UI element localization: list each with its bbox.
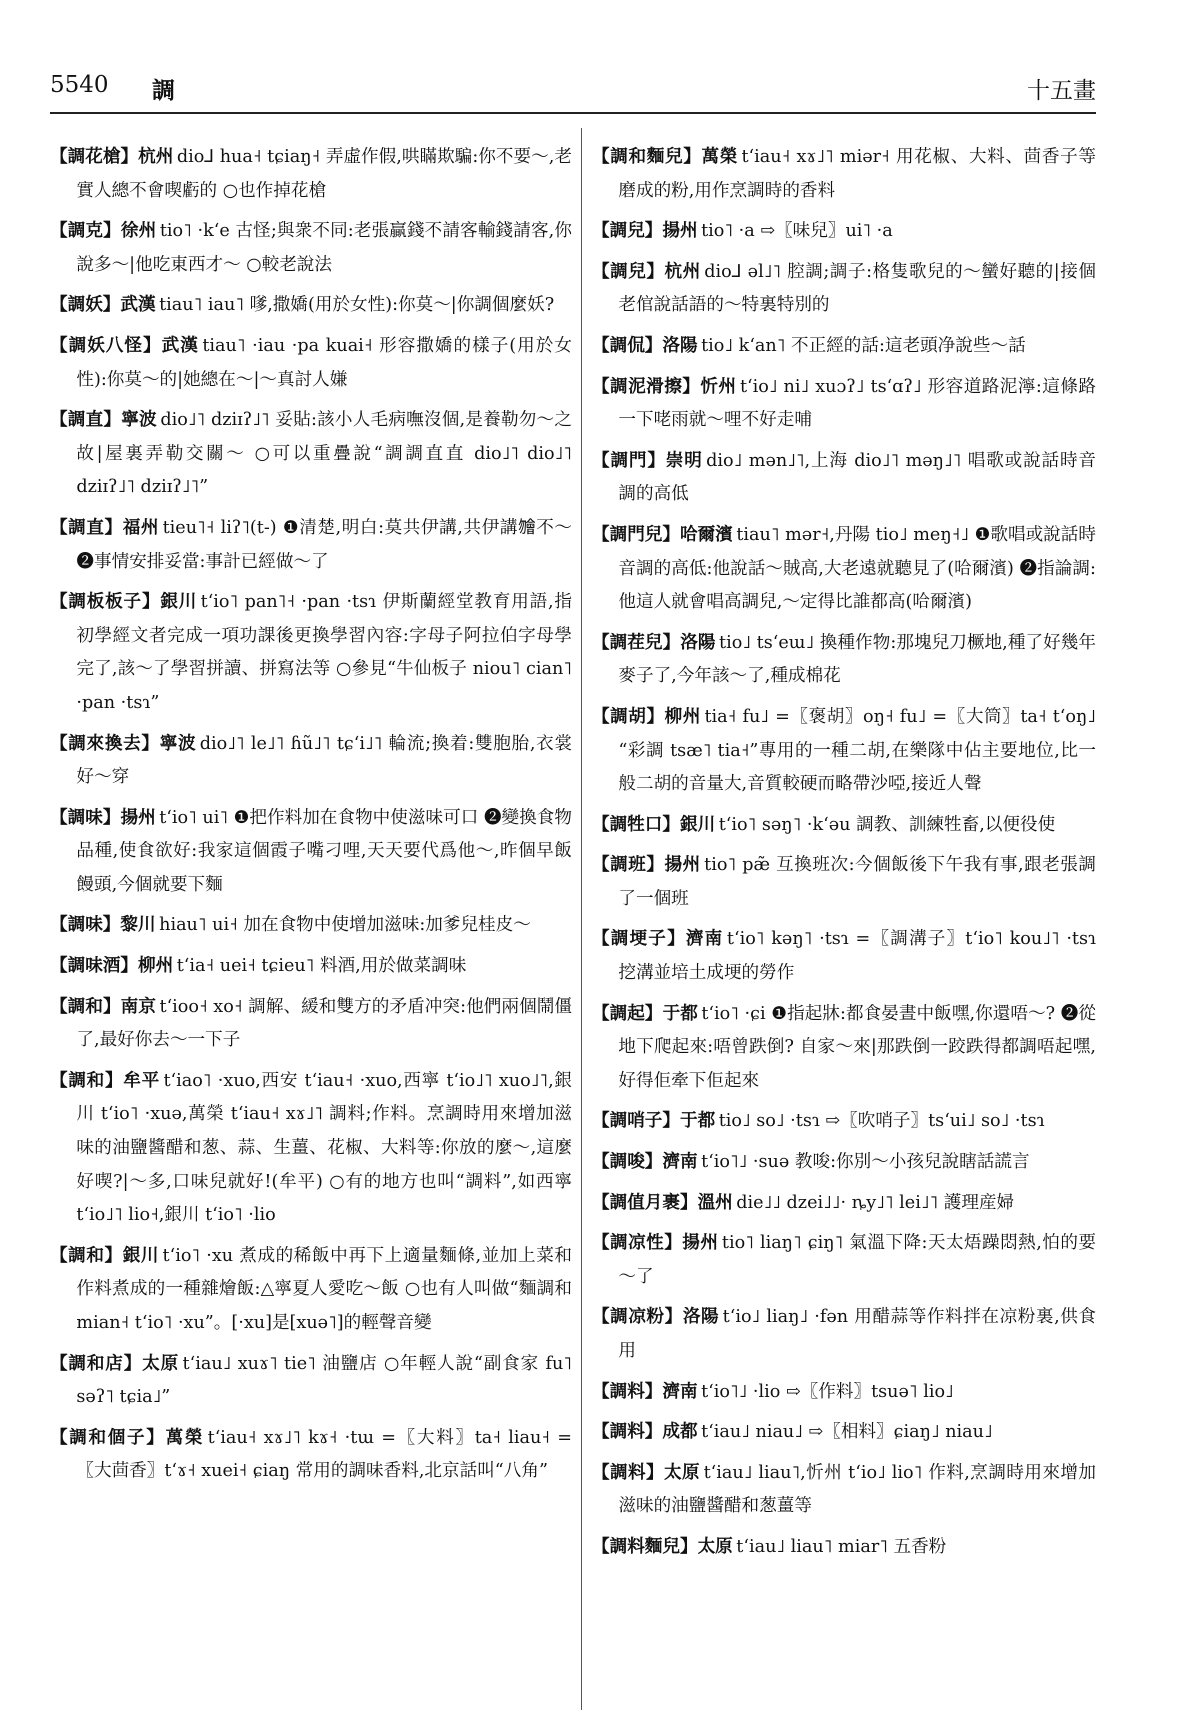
entry-place: 銀川 <box>122 1244 160 1266</box>
entry-place: 崇明 <box>665 449 703 471</box>
dictionary-entry <box>50 1239 572 1341</box>
entry-definition: dio˩ mən˩˥,上海 dio˩˥ məŋ˩˥ 唱歌或說話時音調的高低 <box>618 450 1096 505</box>
entry-definition: tiau˥ ·iau ·pa kuai˧ 形容撒嬌的樣子(用於女性):你莫～的|她總在～|～真討人嫌 <box>76 335 572 390</box>
entry-definition: tiau˥ mər˧,丹陽 tio˩ meŋ˧˩ ❶歌唱或說話時音調的高低:他說話～賊高,大老遠就聽見了(哈爾濱) ❷指論調:他這人就會唱高調兒,～定得比誰都高(哈爾濱) <box>618 524 1096 613</box>
page-number: 5540 <box>50 72 109 98</box>
entry-headword: 【調和店】 <box>50 1352 143 1374</box>
entry-headword: 【調哨子】 <box>592 1110 680 1132</box>
header-rule <box>50 112 1096 114</box>
dictionary-entry <box>50 585 572 720</box>
dictionary-entry <box>592 808 1096 843</box>
entry-place: 柳州 <box>664 705 701 727</box>
dictionary-entry <box>50 1421 572 1489</box>
entry-definition: tio˥ pæ̃ 互換班次:今個飯後下午我有事,跟老張調了一個班 <box>618 855 1096 909</box>
entry-place: 溫州 <box>697 1191 733 1213</box>
entry-headword: 【調料麵兒】 <box>592 1535 698 1557</box>
dictionary-entry <box>50 329 572 397</box>
entry-headword: 【調凉性】 <box>592 1232 683 1254</box>
dictionary-entry <box>50 214 572 282</box>
entry-place: 杭州 <box>138 146 174 167</box>
entry-definition: tio˩ tsʻeɯ˩ 換種作物:那塊兒刀橛地,種了好幾年麥子了,今年該～了,種成棉花 <box>618 632 1096 687</box>
entry-place: 濟南 <box>662 1380 698 1402</box>
entry-place: 洛陽 <box>682 1306 720 1328</box>
entry-definition: tʻioo˧ xo˧ 調解、緩和雙方的矛盾冲突:他們兩個鬧僵了,最好你去～一下子 <box>76 996 572 1051</box>
entry-headword: 【調妖八怪】 <box>50 334 162 356</box>
entry-place: 牟平 <box>123 1069 160 1091</box>
entry-place: 武漢 <box>161 334 199 356</box>
entry-place: 于都 <box>662 1002 698 1024</box>
dictionary-entry <box>592 1104 1096 1139</box>
entry-place: 揚州 <box>682 1232 719 1254</box>
entry-definition: tʻiao˥ ·xuo,西安 tʻiau˧ ·xuo,西寧 tʻio˩˥ xuo˩˥,銀川 tʻio˥ ·xuə,萬榮 tʻiau˧ xɤ˩˥ 調料;作料。烹調時用來增加滋味的油鹽醬醋和葱、蒜、生薑、花椒、大料等:你放的麼～,這麼好喫?|～多,口味兒就好!(牟平) ○有的地方也叫“調料”,如西寧 tʻio˩˥ lio˧,銀川 tʻio˥ ·lio <box>76 1070 572 1226</box>
dictionary-entry <box>592 1226 1096 1294</box>
dictionary-entry <box>50 1347 572 1415</box>
entry-place: 黎川 <box>120 914 156 936</box>
entry-headword: 【調克】 <box>50 220 121 242</box>
entry-definition: tʻiau˩ liau˥,忻州 tʻio˩ lio˥ 作料,烹調時用來增加滋味的油鹽醬醋和葱薑等 <box>618 1462 1096 1517</box>
entry-place: 于都 <box>679 1110 716 1132</box>
entry-definition: tio˥ ·kʻe 古怪;與衆不同:老張贏錢不請客輸錢請客,你說多～|他吃東西才～ ○較老說法 <box>76 221 572 275</box>
entry-place: 太原 <box>142 1352 180 1374</box>
entry-headword: 【調胡】 <box>592 705 665 727</box>
entry-headword: 【調起】 <box>592 1002 663 1024</box>
dictionary-entry <box>592 1456 1096 1524</box>
entry-place: 成都 <box>662 1421 698 1443</box>
dictionary-entry <box>592 626 1096 694</box>
entry-definition: die˩˩ dzei˩˩· ȵy˩˥ lei˩˥ 護理産婦 <box>736 1192 1015 1213</box>
dictionary-entry <box>592 700 1096 802</box>
entry-headword: 【調和麵兒】 <box>592 146 702 167</box>
dictionary-entry <box>592 140 1096 208</box>
entry-place: 忻州 <box>700 375 737 397</box>
entry-headword: 【調花槍】 <box>50 146 139 167</box>
entry-definition: tʻio˥ ·ɕi ❶指起牀:都食晏晝中飯嘿,你還唔～? ❷從地下爬起來:唔曾跌倒? 自家～來|那跌倒一跤跌得都調唔起嘿,好得佢牽下佢起來 <box>618 1003 1096 1091</box>
entry-headword: 【調門兒】 <box>592 523 680 545</box>
dictionary-entry <box>592 444 1096 512</box>
entry-headword: 【調門】 <box>592 449 666 471</box>
right-column <box>592 140 1096 1710</box>
left-column <box>50 140 572 1710</box>
entry-headword: 【調兒】 <box>592 260 665 282</box>
dictionary-entry <box>50 511 572 579</box>
entry-headword: 【調埂子】 <box>592 928 686 950</box>
dictionary-entry <box>592 1145 1096 1180</box>
entry-place: 銀川 <box>679 813 716 835</box>
entry-definition: tʻio˥ səŋ˥ ·kʻəu 調教、訓練牲畜,以便役使 <box>718 814 1056 835</box>
entry-definition: tʻio˥ ui˥ ❶把作料加在食物中使滋味可口 ❷變換食物品種,使食欲好:我家這個霞子嘴刁哩,天天要代爲他～,昨個早飯饅頭,今個就要下麵 <box>76 807 572 895</box>
entry-headword: 【調味】 <box>50 914 121 936</box>
entry-definition: dio˩˥ dziɪʔ˩˥ 妥貼:該小人毛病嘸沒個,是養勒勿～之故|屋裏弄勒交關～ ○可以重疊說“調調直直 dio˩˥ dio˩˥ dziɪʔ˩˥ dziɪʔ˩˥” <box>76 410 572 498</box>
dictionary-entry <box>592 1186 1096 1221</box>
entry-definition: tio˩ kʻan˥ 不正經的話:這老頭净說些～話 <box>701 335 1026 356</box>
entry-headword: 【調泥滑擦】 <box>592 375 701 397</box>
dictionary-entry <box>50 908 572 943</box>
entry-headword: 【調凉粉】 <box>592 1306 683 1328</box>
entry-place: 太原 <box>697 1535 733 1557</box>
entry-place: 濟南 <box>662 1151 698 1173</box>
dictionary-entry <box>592 518 1096 620</box>
column-divider <box>581 128 582 1710</box>
entry-place: 南京 <box>120 995 156 1017</box>
entry-place: 洛陽 <box>680 631 716 653</box>
entry-headword: 【調和】 <box>50 1244 123 1266</box>
entry-headword: 【調牲口】 <box>592 813 680 835</box>
entry-place: 揚州 <box>664 854 701 876</box>
entry-definition: tʻio˥ ·xu 煮成的稀飯中再下上適量麵條,並加上菜和作料煮成的一種雜燴飯:△寧夏人愛吃～飯 ○也有人叫做“麵調和 mian˧ tʻio˥ ·xu”。[·xu]是[xuə˥]的輕聲音變 <box>76 1245 572 1333</box>
dictionary-entry <box>592 848 1096 916</box>
entry-definition: tia˧ fu˩ =〖褒胡〗oŋ˧ fu˩ =〖大筒〗ta˧ tʻoŋ˩ “彩調 tsæ˥ tia˧”專用的一種二胡,在樂隊中佔主要地位,比一般二胡的音量大,音質較硬而略帶沙啞,接近人聲 <box>618 706 1096 795</box>
section-label: 十五畫 <box>1027 78 1096 104</box>
entry-definition: tʻia˧ uei˧ tɕieu˥ 料酒,用於做菜調味 <box>176 956 467 977</box>
entry-place: 哈爾濱 <box>680 523 733 545</box>
dictionary-entry <box>50 403 572 505</box>
dictionary-entry <box>592 1530 1096 1565</box>
dictionary-entry <box>50 288 572 323</box>
dictionary-entry <box>592 329 1096 364</box>
dictionary-entry <box>50 727 572 795</box>
entry-headword: 【調直】 <box>50 409 122 431</box>
entry-place: 洛陽 <box>662 334 698 356</box>
entry-place: 柳州 <box>137 955 174 977</box>
entry-place: 揚州 <box>662 220 698 242</box>
entry-definition: tiau˥ iau˥ 嗲,撒嬌(用於女性):你莫～|你調個麼妖? <box>159 295 555 316</box>
entry-headword: 【調味】 <box>50 806 121 828</box>
entry-headword: 【調和】 <box>50 995 121 1017</box>
entry-place: 寧波 <box>159 732 197 754</box>
entry-place: 揚州 <box>120 806 156 828</box>
entry-place: 武漢 <box>120 294 156 316</box>
dictionary-entry <box>592 370 1096 438</box>
entry-headword: 【調料】 <box>592 1461 665 1483</box>
entry-definition: dio⅃ hua˧ tɕiaŋ˧ 弄虛作假,哄瞞欺騙:你不要～,老實人總不會喫虧的 ○也作掉花槍 <box>76 147 572 201</box>
entry-definition: hiau˥ ui˧ 加在食物中使增加滋味:加爹兒桂皮～ <box>159 915 531 936</box>
dictionary-entry <box>50 140 572 208</box>
entry-definition: tʻiau˩ xuɤ˥ tie˥ 油鹽店 ○年輕人說“副食家 fu˥ səʔ˥ tɕia˩” <box>76 1353 572 1408</box>
entry-place: 萬榮 <box>701 146 738 167</box>
entry-headword: 【調茬兒】 <box>592 631 681 653</box>
entry-place: 寧波 <box>121 409 157 431</box>
entry-definition: tʻio˥˩ ·suə 教唆:你別～小孩兒說瞎話謊言 <box>701 1152 1030 1173</box>
dictionary-entry <box>592 922 1096 990</box>
entry-headword: 【調和】 <box>50 1069 124 1091</box>
entry-definition: tʻio˥ pan˥˧ ·pan ·tsɿ 伊斯蘭經堂教育用語,指初學經文者完成一項功課後更換學習內容:字母子阿拉伯字母學完了,該～了學習拼讀、拼寫法等 ○參見“牛仙板子 niou˥ cian˥ ·pan ·tsɿ” <box>76 592 572 713</box>
entry-headword: 【調兒】 <box>592 220 663 242</box>
entry-headword: 【調班】 <box>592 854 665 876</box>
entry-headword: 【調味酒】 <box>50 955 138 977</box>
entry-place: 徐州 <box>120 220 157 242</box>
dictionary-entry <box>50 801 572 903</box>
entry-headword: 【調妖】 <box>50 294 121 316</box>
entry-place: 太原 <box>664 1461 701 1483</box>
entry-headword: 【調唆】 <box>592 1151 663 1173</box>
entry-place: 福州 <box>122 516 160 538</box>
entry-place: 萬榮 <box>165 1426 205 1448</box>
entry-place: 杭州 <box>664 260 701 282</box>
entry-headword: 【調值月裹】 <box>592 1191 698 1213</box>
entry-place: 濟南 <box>685 928 724 950</box>
header-headword-char: 調 <box>152 77 175 104</box>
entry-definition: tio˥ liaŋ˥ ɕiŋ˥ 氣溫下降:天太焐躁悶熱,怕的要～了 <box>618 1233 1096 1287</box>
dictionary-entry <box>50 1064 572 1233</box>
entry-headword: 【調和個子】 <box>50 1426 166 1448</box>
entry-definition: dio⅃ əl˩˥ 腔調;調子:格隻歌兒的～蠻好聽的|接個老倌說話語的～特裏特別的 <box>618 261 1096 316</box>
entry-definition: tʻio˩ liaŋ˩ ·fən 用醋蒜等作料拌在凉粉裏,供食用 <box>618 1307 1096 1361</box>
entry-headword: 【調料】 <box>592 1380 663 1402</box>
entry-headword: 【調板板子】 <box>50 591 161 613</box>
dictionary-entry <box>592 1300 1096 1368</box>
entry-headword: 【調直】 <box>50 516 123 538</box>
entry-definition: tʻiau˧ xɤ˩˥ miər˧ 用花椒、大料、茴香子等磨成的粉,用作烹調時的香料 <box>618 147 1096 201</box>
entry-headword: 【調侃】 <box>592 334 663 356</box>
dictionary-entry <box>592 255 1096 323</box>
entry-definition: tʻiau˧ xɤ˩˥ kɤ˧ ·tɯ =〖大料〗ta˧ liau˧ =〖大茴香〗tʻɤ˧ xuei˧ ɕiaŋ 常用的調味香料,北京話叫“八角” <box>76 1427 572 1482</box>
entry-definition: tʻio˥˩ ·lio ⇨〖作料〗tsuə˥ lio˩ <box>701 1381 954 1402</box>
dictionary-entry <box>50 990 572 1058</box>
dictionary-entry <box>50 949 572 984</box>
entry-definition: tʻio˩ ni˩ xuɔʔ˩ tsʻɑʔ˩ 形容道路泥濘:這條路一下咾雨就～哩不好走哺 <box>618 376 1096 431</box>
entry-definition: tio˥ ·a ⇨〖味兒〗ui˥ ·a <box>701 221 893 242</box>
entry-headword: 【調料】 <box>592 1421 663 1443</box>
entry-definition: tʻio˥ kəŋ˥ ·tsɿ =〖調溝子〗tʻio˥ kou˩˥ ·tsɿ 挖溝並培土成埂的勞作 <box>618 929 1096 984</box>
dictionary-entry <box>592 1415 1096 1450</box>
entry-place: 銀川 <box>160 591 198 613</box>
dictionary-entry <box>592 997 1096 1099</box>
entry-headword: 【調來換去】 <box>50 732 160 754</box>
entry-definition: tieu˥˧ liʔ˥(t-) ❶清楚,明白:莫共伊講,共伊講𣍐不～ ❷事情安排妥當:事計已經做～了 <box>76 517 572 572</box>
entry-definition: tio˩ so˩ ·tsɿ ⇨〖吹哨子〗tsʻui˩ so˩ ·tsɿ <box>718 1111 1045 1132</box>
dictionary-entry <box>592 1375 1096 1410</box>
page-header <box>50 72 1096 108</box>
entry-definition: tʻiau˩ niau˩ ⇨〖相料〗ɕiaŋ˩ niau˩ <box>701 1422 993 1443</box>
dictionary-entry <box>592 214 1096 249</box>
entry-definition: dio˩˥ le˩˥ ɦũ˩˥ tɕʻi˩˥ 輪流;換着:雙胞胎,衣裳好～穿 <box>76 733 572 788</box>
entry-definition: tʻiau˩ liau˥ miar˥ 五香粉 <box>736 1536 947 1557</box>
